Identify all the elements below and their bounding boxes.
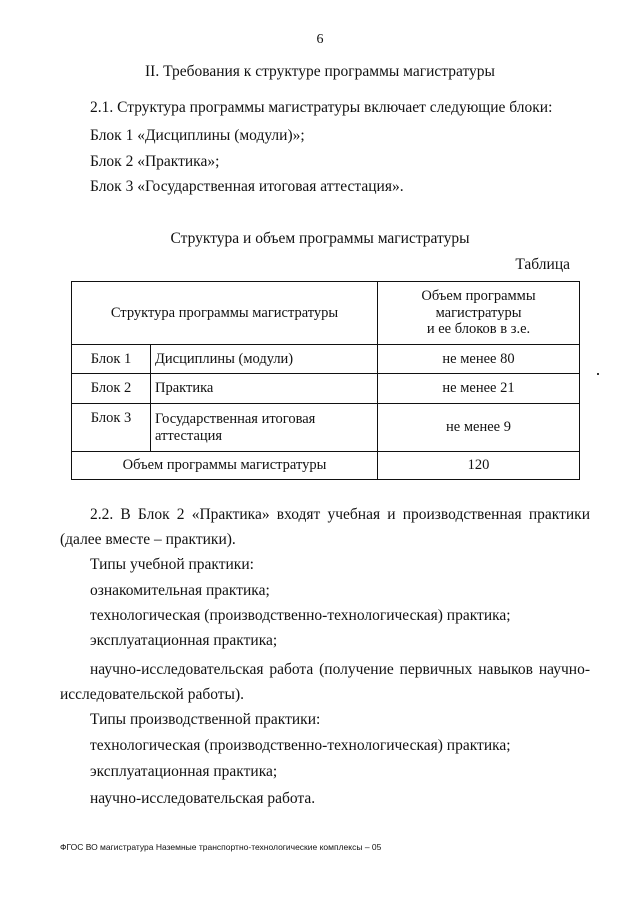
table-row (72, 345, 580, 374)
header-volume-line: Объем программы (421, 287, 536, 304)
production-practice-item: технологическая (производственно-технологическая) практика; (90, 737, 511, 754)
table-title: Структура и объем программы магистратуры (170, 230, 470, 247)
total-value: 120 (378, 452, 580, 480)
table-label: Таблица (515, 256, 570, 273)
row-name: Практика (151, 374, 378, 404)
total-label: Объем программы магистратуры (72, 452, 378, 480)
row-name-line: Государственная итоговая (155, 410, 316, 427)
table-row (72, 404, 580, 452)
row-volume: не менее 9 (378, 404, 580, 452)
research-work-item: научно-исследовательская работа (получение первичных навыков научно-исследовательской работы). (60, 661, 590, 703)
production-practice-item: эксплуатационная практика; (90, 763, 278, 780)
table-row (72, 374, 580, 404)
row-volume: не менее 80 (378, 345, 580, 374)
table-total-row (72, 452, 580, 480)
study-practice-item: ознакомительная практика; (90, 582, 270, 599)
block-2-line: Блок 2 «Практика»; (90, 153, 220, 170)
paragraph-2-1: 2.1. Структура программы магистратуры включает следующие блоки: (90, 99, 553, 116)
production-practice-item: научно-исследовательская работа. (90, 790, 316, 807)
section-title: II. Требования к структуре программы магистратуры (145, 63, 495, 80)
row-block: Блок 1 (72, 345, 151, 374)
program-structure-table (71, 281, 580, 480)
page-number: 6 (316, 32, 324, 47)
row-block: Блок 3 (72, 404, 151, 452)
page-footer: ФГОС ВО магистратура Наземные транспортно-технологические комплексы – 05 (60, 842, 382, 852)
table-header-row (72, 282, 580, 345)
row-name-line: аттестация (155, 427, 223, 444)
block-3-line: Блок 3 «Государственная итоговая аттестация». (90, 178, 404, 195)
study-practice-item: эксплуатационная практика; (90, 632, 278, 649)
production-practice-title: Типы производственной практики: (90, 711, 321, 728)
row-volume: не менее 21 (378, 374, 580, 404)
scan-speck (597, 373, 599, 375)
header-volume-line: магистратуры (435, 304, 522, 321)
block-1-line: Блок 1 «Дисциплины (модули)»; (90, 127, 305, 144)
row-block: Блок 2 (72, 374, 151, 404)
header-volume (378, 282, 580, 345)
study-practice-title: Типы учебной практики: (90, 556, 254, 573)
study-practice-item: технологическая (производственно-технологическая) практика; (90, 607, 511, 624)
row-name (151, 404, 378, 452)
paragraph-2-2: 2.2. В Блок 2 «Практика» входят учебная и производственная практики (далее вместе – практики). (60, 506, 590, 548)
row-name: Дисциплины (модули) (151, 345, 378, 374)
header-structure: Структура программы магистратуры (72, 282, 378, 345)
header-volume-line: и ее блоков в з.е. (426, 321, 531, 338)
